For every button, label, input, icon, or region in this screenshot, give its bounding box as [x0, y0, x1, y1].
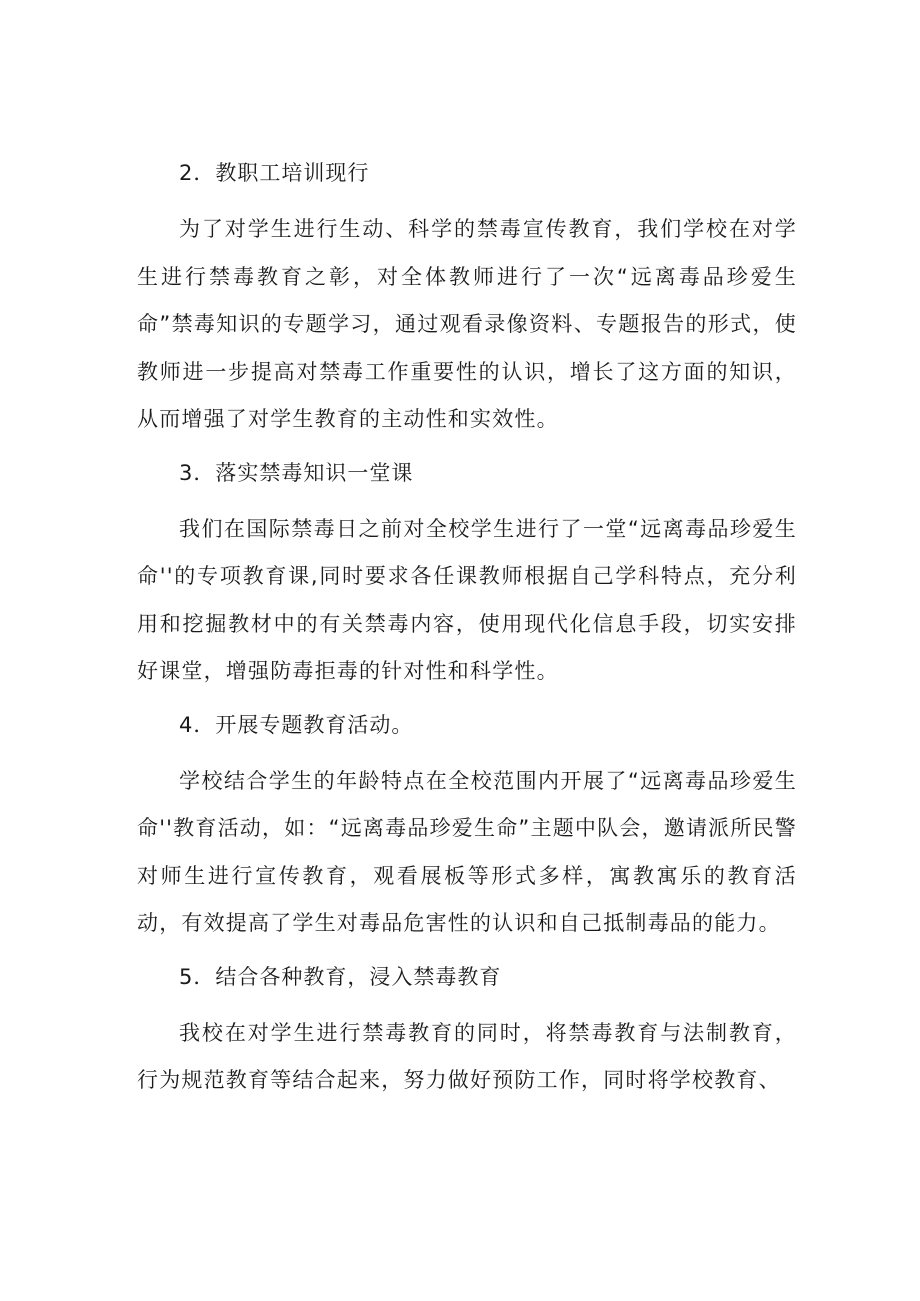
document-body	[137, 150, 797, 1105]
section-paragraph-3: 我们在国际禁毒日之前对全校学生进行了一堂“远离毒品珍爱生命''的专项教育课,同时要求各任课教师根据自己学科特点，充分利用和挖掘教材中的有关禁毒内容，使用现代化信息手段，切实安排好课堂，增强防毒拒毒的针对性和科学性。	[137, 516, 797, 683]
section-paragraph-5: 我校在对学生进行禁毒教育的同时，将禁毒教育与法制教育，行为规范教育等结合起来，努力做好预防工作，同时将学校教育、	[137, 1020, 797, 1092]
section-heading-3: 3．落实禁毒知识一堂课	[179, 460, 414, 485]
section-paragraph-4: 学校结合学生的年龄特点在全校范围内开展了“远离毒品珍爱生命''教育活动，如：“远离毒品珍爱生命”主题中队会，邀请派所民警对师生进行宣传教育，观看展板等形式多样，寓教寓乐的教育活动，有效提高了学生对毒品危害性的认识和自己抵制毒品的能力。	[137, 768, 797, 935]
section-paragraph-2: 为了对学生进行生动、科学的禁毒宣传教育，我们学校在对学生进行禁毒教育之彰，对全体教师进行了一次“远离毒品珍爱生命”禁毒知识的专题学习，通过观看录像资料、专题报告的形式，使教师进一步提高对禁毒工作重要性的认识，增长了这方面的知识，从而增强了对学生教育的主动性和实效性。	[137, 217, 797, 431]
section-heading-4: 4．开展专题教育活动。	[179, 712, 414, 737]
section-heading-2: 2．教职工培训现行	[179, 161, 370, 185]
section-heading-5: 5．结合各种教育，浸入禁毒教育	[179, 964, 502, 989]
